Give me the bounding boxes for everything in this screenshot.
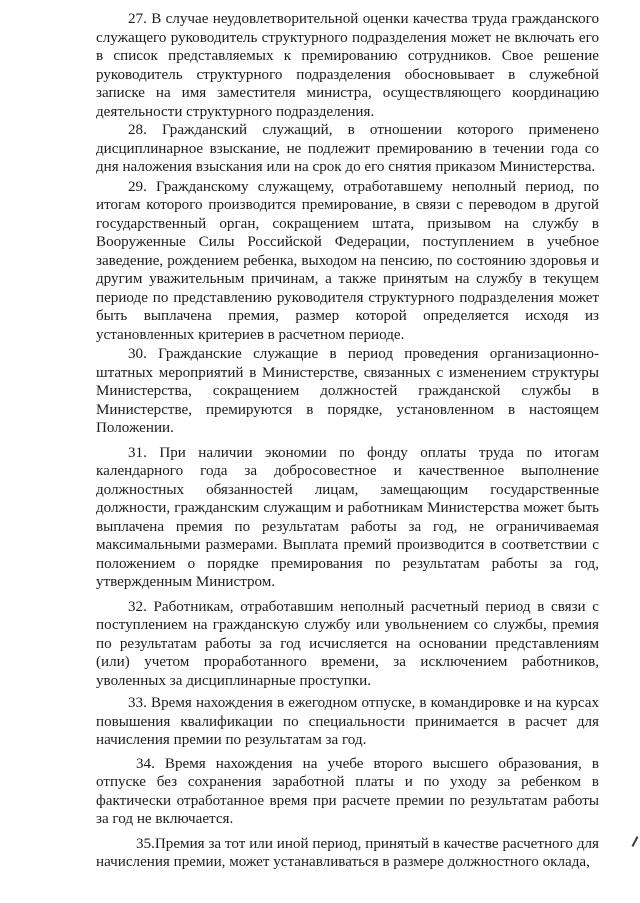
paragraph-29: 29. Гражданскому служащему, отработавшему неполный период, по итогам которого производится премирование, в связи с переводом в другой государственный орган, сокращением штата, призывом на службу в Вооруженные Силы Российской Федерации, поступлением в учебное заведение, рождением ребенка, выходом на пенсию, по состоянию здоровья и другим уважительным причинам, а также принятым на службу в текущем периоде по представлению руководителя структурного подразделения может быть выплачена премия, размер которой определяется исходя из установленных критериев в расчетном периоде. [96,178,599,343]
paragraph-31: 31. При наличии экономии по фонду оплаты труда по итогам календарного года за добросовестное и качественное выполнение должностных обязанностей лицам, замещающим государственные должности, гражданским служащим и работникам Министерства может быть выплачена премия по результатам работы за год, не ограничиваемая максимальными размерами. Выплата премий производится в соответствии с положением о порядке премирования по результатам работы за год, утвержденным Министром. [96,444,599,590]
document-body [96,10,599,872]
paragraph-33: 33. Время нахождения в ежегодном отпуске, в командировке и на курсах повышения квалификации по специальности принимается в расчет для начисления премии по результатам за год. [96,695,599,748]
paragraph-32: 32. Работникам, отработавшим неполный расчетный период в связи с поступлением на гражданскую службу или увольнением со службы, премия по результатам работы за год исчисляется на основании представлениям (или) учетом проработанного времени, за исключением работников, уволенных за дисциплинарные проступки. [96,598,599,689]
paragraph-27: 27. В случае неудовлетворительной оценки качества труда гражданского служащего руководитель структурного подразделения может не включать его в список представляемых к премированию сотрудников. Свое решение руководитель структурного подразделения обосновывает в служебной записке на имя заместителя министра, осуществляющего координацию деятельности структурного подразделения. [96,11,599,120]
paragraph-35: 35.Премия за тот или иной период, принятый в качестве расчетного для начисления премии, может устанавливаться в размере должностного оклада, [96,835,599,870]
paragraph-28: 28. Гражданский служащий, в отношении которого применено дисциплинарное взыскание, не подлежит премированию в течении года со дня наложения взыскания или на срок до его снятия приказом Министерства. [96,122,599,175]
scan-mark [632,836,639,847]
paragraph-30: 30. Гражданские служащие в период проведения организационно-штатных мероприятий в Министерстве, связанных с изменением структуры Министерства, сокращением должностей гражданской службы в Министерстве, премируются в порядке, установленном в настоящем Положении. [96,346,599,436]
paragraph-34: 34. Время нахождения на учебе второго высшего образования, в отпуске без сохранения заработной платы и по уходу за ребенком в фактически отработанное время при расчете премии по результатам работы за год не включается. [96,755,599,827]
